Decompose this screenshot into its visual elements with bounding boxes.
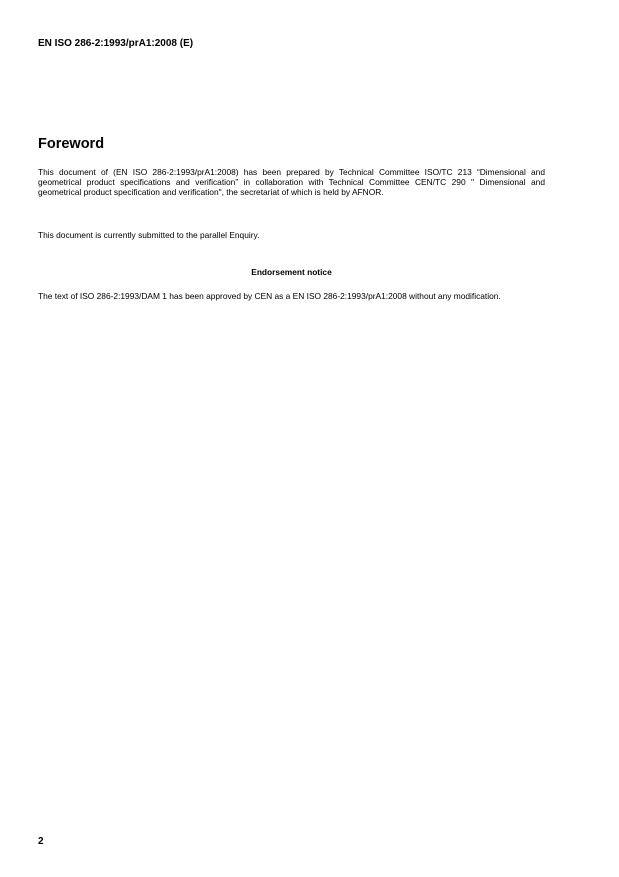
endorsement-heading: Endorsement notice <box>251 267 332 277</box>
foreword-paragraph: This document of (EN ISO 286-2:1993/prA1:2008) has been prepared by Technical Committee ISO/TC 213 “Dimensional and geometrical product specifications and verification” in collaboration with Technical Committee CEN/TC 290 " Dimensional and geometrical product specification and verification", the secretariat of which is held by AFNOR. <box>38 167 545 197</box>
document-header: EN ISO 286-2:1993/prA1:2008 (E) <box>38 38 194 49</box>
endorsement-paragraph: The text of ISO 286-2:1993/DAM 1 has been approved by CEN as a EN ISO 286-2:1993/prA1:2008 without any modification. <box>38 291 501 301</box>
section-title: Foreword <box>38 136 105 152</box>
page-number: 2 <box>38 836 44 847</box>
enquiry-paragraph: This document is currently submitted to the parallel Enquiry. <box>38 230 260 240</box>
